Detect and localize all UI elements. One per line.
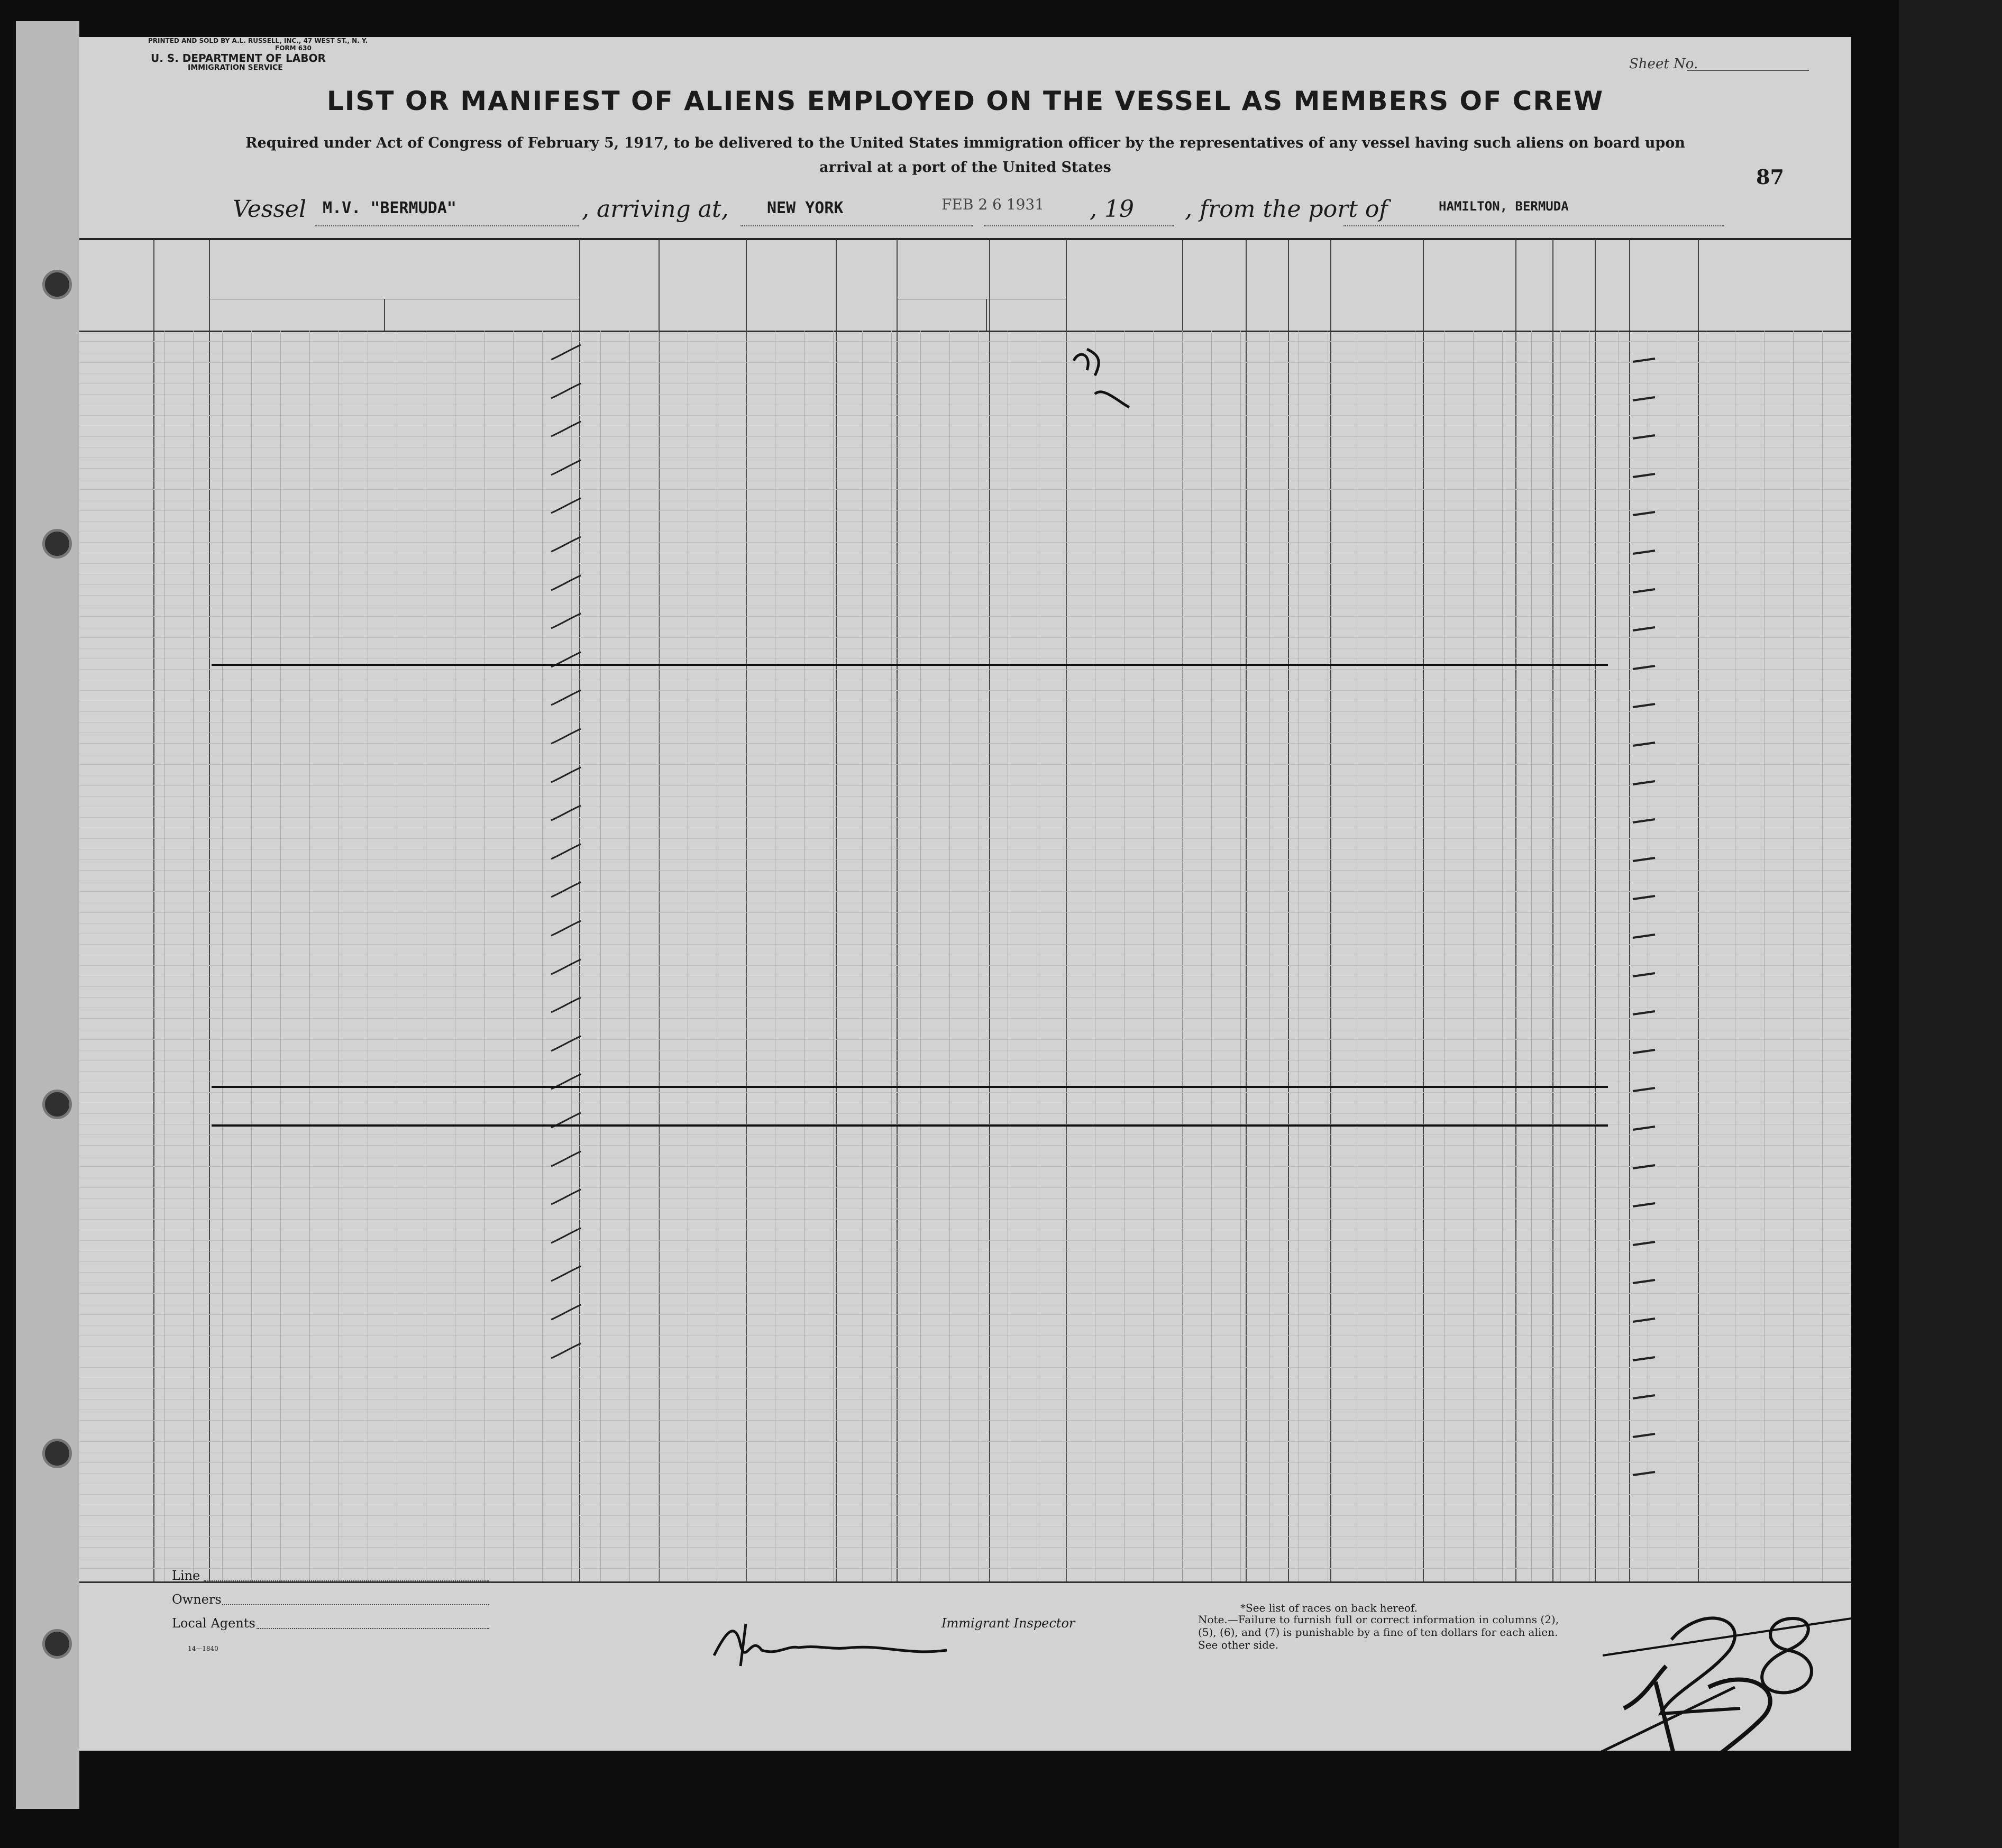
binder-hole (42, 1629, 72, 1659)
department-label: U. S. DEPARTMENT OF LABOR (151, 52, 326, 65)
binder-strip (16, 21, 79, 1809)
year-label: , 19 (1090, 196, 1134, 223)
immigrant-inspector-label: Immigrant Inspector (941, 1616, 1075, 1631)
page-number: 87 (1756, 165, 1784, 189)
line-label: Line (172, 1568, 200, 1583)
printer-line: PRINTED AND SOLD BY A.L. RUSSELL, INC., 47 WEST ST., N. Y. (148, 37, 368, 44)
arriving-value: NEW YORK (767, 199, 844, 217)
page-title: LIST OR MANIFEST OF ALIENS EMPLOYED ON THE VESSEL AS MEMBERS OF CREW (326, 86, 1604, 116)
from-port-label: , from the port of (1185, 196, 1388, 223)
race-footnote: *See list of races on back hereof. (1240, 1602, 1418, 1614)
arriving-label: , arriving at, (582, 196, 729, 223)
manifest-sheet (79, 37, 1851, 1751)
sheet-number-label: Sheet No. (1629, 56, 1698, 72)
date-stamp: FEB 2 6 1931 (941, 196, 1045, 213)
binder-hole (42, 270, 72, 299)
form-number: FORM 630 (275, 44, 312, 52)
local-agents-label: Local Agents (172, 1616, 255, 1631)
fine-note: Note.—Failure to furnish full or correct information in columns (2), (5), (6), and (7) is punishable by a fine of ten dollars for each alien. See other side. (1198, 1613, 1559, 1651)
line-field (204, 1580, 489, 1581)
service-label: IMMIGRATION SERVICE (188, 63, 283, 72)
binder-hole (42, 1439, 72, 1468)
vessel-label: Vessel (233, 196, 307, 223)
page-subtitle: Required under Act of Congress of February 5, 1917, to be delivered to the United States immigration officer by the representatives of any vessel having such aliens on board upon arrival at a port of the United States (245, 135, 1685, 176)
scan-border-right (1899, 0, 2002, 1848)
local-agents-field (257, 1628, 489, 1629)
from-port-value: HAMILTON, BERMUDA (1439, 199, 1569, 214)
form-code: 14—1840 (188, 1645, 218, 1652)
binder-hole (42, 1090, 72, 1119)
binder-hole (42, 529, 72, 559)
vessel-value: M.V. "BERMUDA" (323, 199, 456, 217)
owners-label: Owners (172, 1592, 222, 1607)
handwritten-marks (79, 37, 1851, 1751)
owners-field (222, 1604, 489, 1605)
